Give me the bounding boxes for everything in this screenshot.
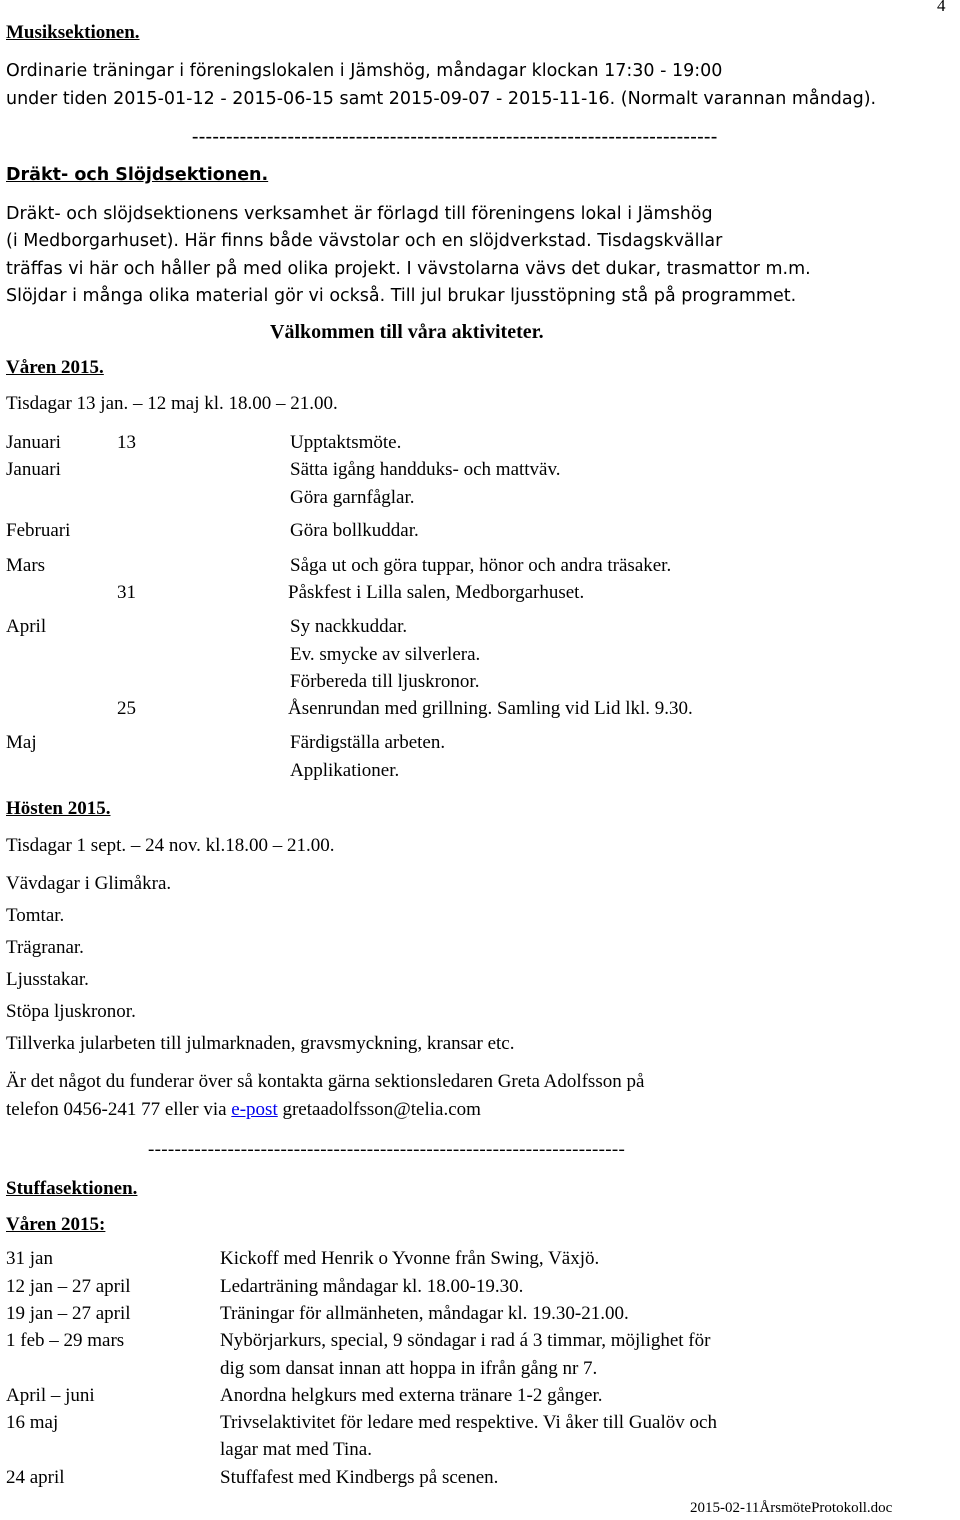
stuffa-text: Anordna helgkurs med externa tränare 1-2 gånger. [220, 1385, 603, 1406]
drakt-paragraph-line: Slöjdar i många olika material gör vi också. Till jul brukar ljusstöpning stå på programmet. [6, 286, 797, 306]
schedule-day: 25 [117, 698, 136, 719]
stuffa-spring-heading: Våren 2015: [6, 1214, 106, 1235]
schedule-activity: Göra garnfåglar. [290, 487, 415, 508]
separator: ------------------------------------------------------------------------ [148, 1139, 626, 1160]
schedule-activity: Färdigställa arbeten. [290, 732, 446, 753]
footer-filename: 2015-02-11ÅrsmöteProtokoll.doc [690, 1500, 893, 1516]
schedule-month: Januari [6, 432, 61, 453]
schedule-activity: Såga ut och göra tuppar, hönor och andra träsaker. [290, 555, 672, 576]
page-number: 4 [937, 0, 946, 15]
autumn-item: Tillverka jularbeten till julmarknaden, gravsmyckning, kransar etc. [6, 1033, 515, 1054]
autumn-item: Tomtar. [6, 905, 65, 926]
separator: ----------------------------------------------------------------------------- [192, 126, 718, 147]
autumn-days: Tisdagar 1 sept. – 24 nov. kl.18.00 – 21.00. [6, 835, 335, 856]
contact-prefix: telefon 0456-241 77 eller via [6, 1099, 227, 1120]
stuffa-date: 19 jan – 27 april [6, 1303, 131, 1324]
stuffa-text: Nybörjarkurs, special, 9 söndagar i rad á 3 timmar, möjlighet för [220, 1330, 711, 1351]
schedule-day: 13 [117, 432, 136, 453]
schedule-month: Februari [6, 520, 71, 541]
autumn-item: Vävdagar i Glimåkra. [6, 873, 172, 894]
welcome-heading: Välkommen till våra aktiviteter. [270, 321, 544, 343]
stuffa-date: 1 feb – 29 mars [6, 1330, 125, 1351]
schedule-activity: Sätta igång handduks- och mattväv. [290, 459, 561, 480]
schedule-activity: Sy nackkuddar. [290, 616, 408, 637]
drakt-heading: Dräkt- och Slöjdsektionen. [6, 165, 269, 185]
music-text-line: Ordinarie träningar i föreningslokalen i Jämshög, måndagar klockan 17:30 - 19:00 [6, 61, 723, 81]
schedule-month: April [6, 616, 47, 637]
stuffa-date: 31 jan [6, 1248, 53, 1269]
spring-heading: Våren 2015. [6, 357, 104, 378]
autumn-item: Ljusstakar. [6, 969, 89, 990]
music-text-line: under tiden 2015-01-12 - 2015-06-15 samt 2015-09-07 - 2015-11-16. (Normalt varannan måndag). [6, 89, 877, 109]
contact-line: Är det något du funderar över så kontakta gärna sektionsledaren Greta Adolfsson på [6, 1071, 645, 1092]
drakt-paragraph-line: Dräkt- och slöjdsektionens verksamhet är förlagd till föreningens lokal i Jämshög [6, 204, 713, 224]
stuffa-heading: Stuffasektionen. [6, 1178, 138, 1199]
autumn-item: Trägranar. [6, 937, 84, 958]
schedule-activity: Göra bollkuddar. [290, 520, 419, 541]
schedule-month: Maj [6, 732, 37, 753]
stuffa-text: Träningar för allmänheten, måndagar kl. 19.30-21.00. [220, 1303, 629, 1324]
music-heading: Musiksektionen. [6, 22, 140, 43]
schedule-day: 31 [117, 582, 136, 603]
stuffa-date: 16 maj [6, 1412, 59, 1433]
autumn-item: Stöpa ljuskronor. [6, 1001, 136, 1022]
email-link[interactable]: e-post [231, 1099, 278, 1120]
contact-email: gretaadolfsson@telia.com [282, 1099, 481, 1120]
spring-days: Tisdagar 13 jan. – 12 maj kl. 18.00 – 21.00. [6, 393, 338, 414]
schedule-activity: Upptaktsmöte. [290, 432, 402, 453]
stuffa-date: April – juni [6, 1385, 95, 1406]
schedule-activity: Applikationer. [290, 760, 400, 781]
stuffa-text: Ledarträning måndagar kl. 18.00-19.30. [220, 1276, 524, 1297]
contact-line-2 [6, 1098, 481, 1122]
schedule-month: Januari [6, 459, 61, 480]
drakt-paragraph-line: (i Medborgarhuset). Här finns både vävstolar och en slöjdverkstad. Tisdagskvällar [6, 231, 723, 251]
schedule-activity: Åsenrundan med grillning. Samling vid Lid lkl. 9.30. [288, 698, 693, 719]
stuffa-text: dig som dansat innan att hoppa in ifrån gång nr 7. [220, 1358, 598, 1379]
stuffa-text: Stuffafest med Kindbergs på scenen. [220, 1467, 499, 1488]
schedule-month: Mars [6, 555, 46, 576]
stuffa-date: 12 jan – 27 april [6, 1276, 131, 1297]
stuffa-text: lagar mat med Tina. [220, 1439, 372, 1460]
schedule-activity: Förbereda till ljuskronor. [290, 671, 480, 692]
stuffa-text: Trivselaktivitet för ledare med respektive. Vi åker till Gualöv och [220, 1412, 717, 1433]
drakt-paragraph-line: träffas vi här och håller på med olika projekt. I vävstolarna vävs det dukar, trasmattor m.m. [6, 259, 811, 279]
schedule-activity: Påskfest i Lilla salen, Medborgarhuset. [288, 582, 585, 603]
autumn-heading: Hösten 2015. [6, 798, 111, 819]
stuffa-date: 24 april [6, 1467, 65, 1488]
stuffa-text: Kickoff med Henrik o Yvonne från Swing, Växjö. [220, 1248, 600, 1269]
schedule-activity: Ev. smycke av silverlera. [290, 644, 481, 665]
